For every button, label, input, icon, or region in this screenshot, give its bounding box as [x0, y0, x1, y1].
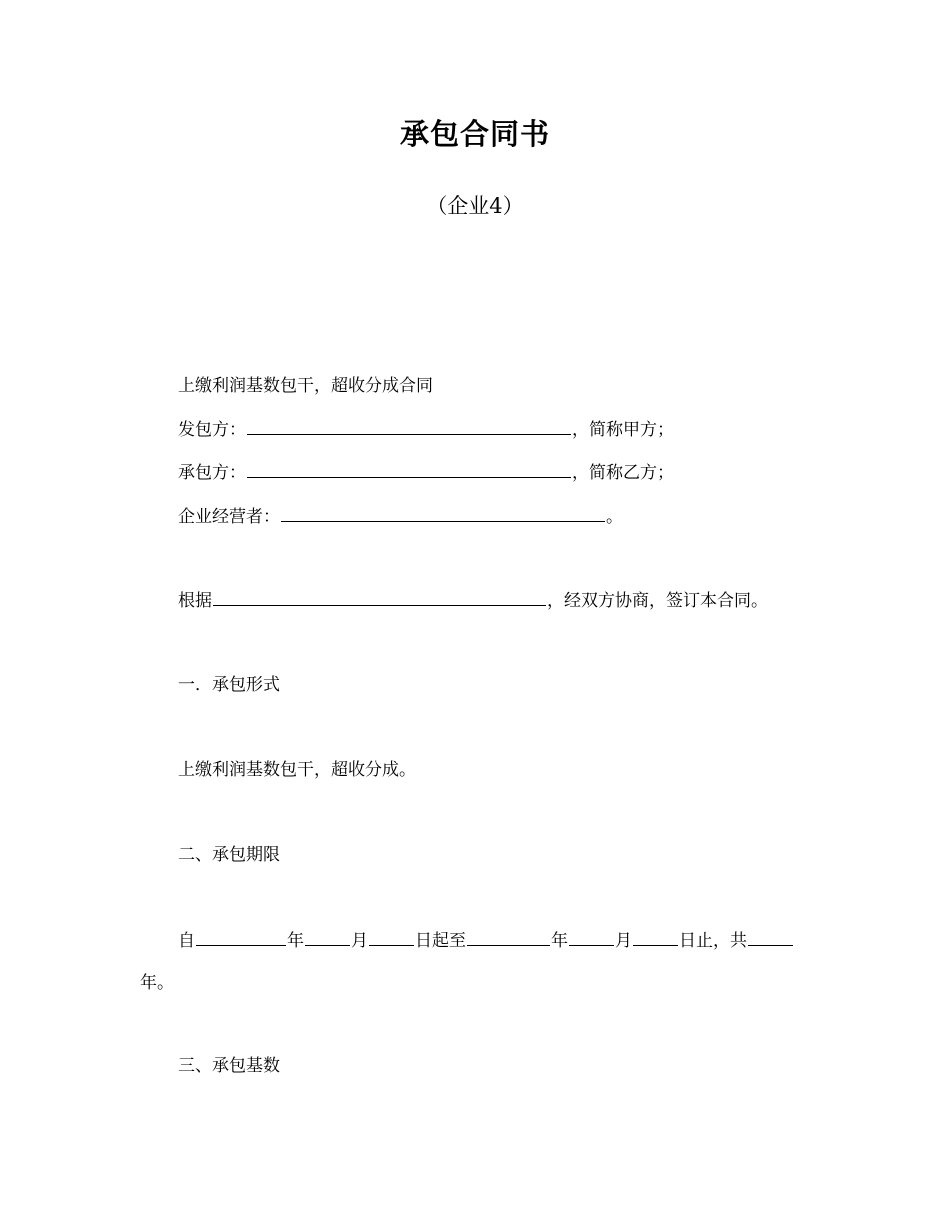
- section2-heading: 二、承包期限: [178, 845, 280, 865]
- basis-suffix: ，经双方协商，签订本合同。: [547, 591, 768, 611]
- term-year1: 年: [287, 931, 304, 951]
- term-month1-blank: [305, 927, 350, 946]
- operator-suffix: 。: [606, 507, 623, 527]
- term-year1-blank: [196, 927, 286, 946]
- issuer-blank: [247, 416, 571, 435]
- term-line-continued: 年。: [140, 973, 174, 993]
- term-year2-blank: [467, 927, 550, 946]
- operator-line: [178, 503, 623, 530]
- issuer-line: [178, 416, 674, 443]
- contractor-blank: [247, 459, 571, 478]
- operator-blank: [281, 503, 605, 522]
- contract-type-line: 上缴利润基数包干，超收分成合同: [178, 376, 433, 396]
- term-from: 自: [178, 931, 195, 951]
- term-day1-blank: [369, 927, 414, 946]
- basis-label: 根据: [178, 591, 212, 611]
- term-day2: 日止，共: [679, 931, 747, 951]
- section1-body: 上缴利润基数包干，超收分成。: [178, 760, 416, 780]
- contractor-label: 承包方：: [178, 463, 246, 483]
- term-month2-blank: [569, 927, 614, 946]
- basis-blank: [213, 587, 546, 606]
- issuer-label: 发包方：: [178, 420, 246, 440]
- term-day2-blank: [633, 927, 678, 946]
- operator-label: 企业经营者：: [178, 507, 280, 527]
- document-subtitle: （企业4）: [426, 194, 524, 218]
- term-line: [178, 927, 794, 954]
- contractor-line: [178, 459, 674, 486]
- basis-line: [178, 587, 768, 614]
- term-total-blank: [748, 927, 793, 946]
- document-title: 承包合同书: [399, 117, 550, 151]
- section3-heading: 三、承包基数: [178, 1056, 280, 1076]
- issuer-suffix: ，简称甲方；: [572, 420, 674, 440]
- contractor-suffix: ，简称乙方；: [572, 463, 674, 483]
- term-month2: 月: [615, 931, 632, 951]
- term-day1: 日起至: [415, 931, 466, 951]
- term-month1: 月: [351, 931, 368, 951]
- section1-heading: 一．承包形式: [178, 675, 280, 695]
- term-year2: 年: [551, 931, 568, 951]
